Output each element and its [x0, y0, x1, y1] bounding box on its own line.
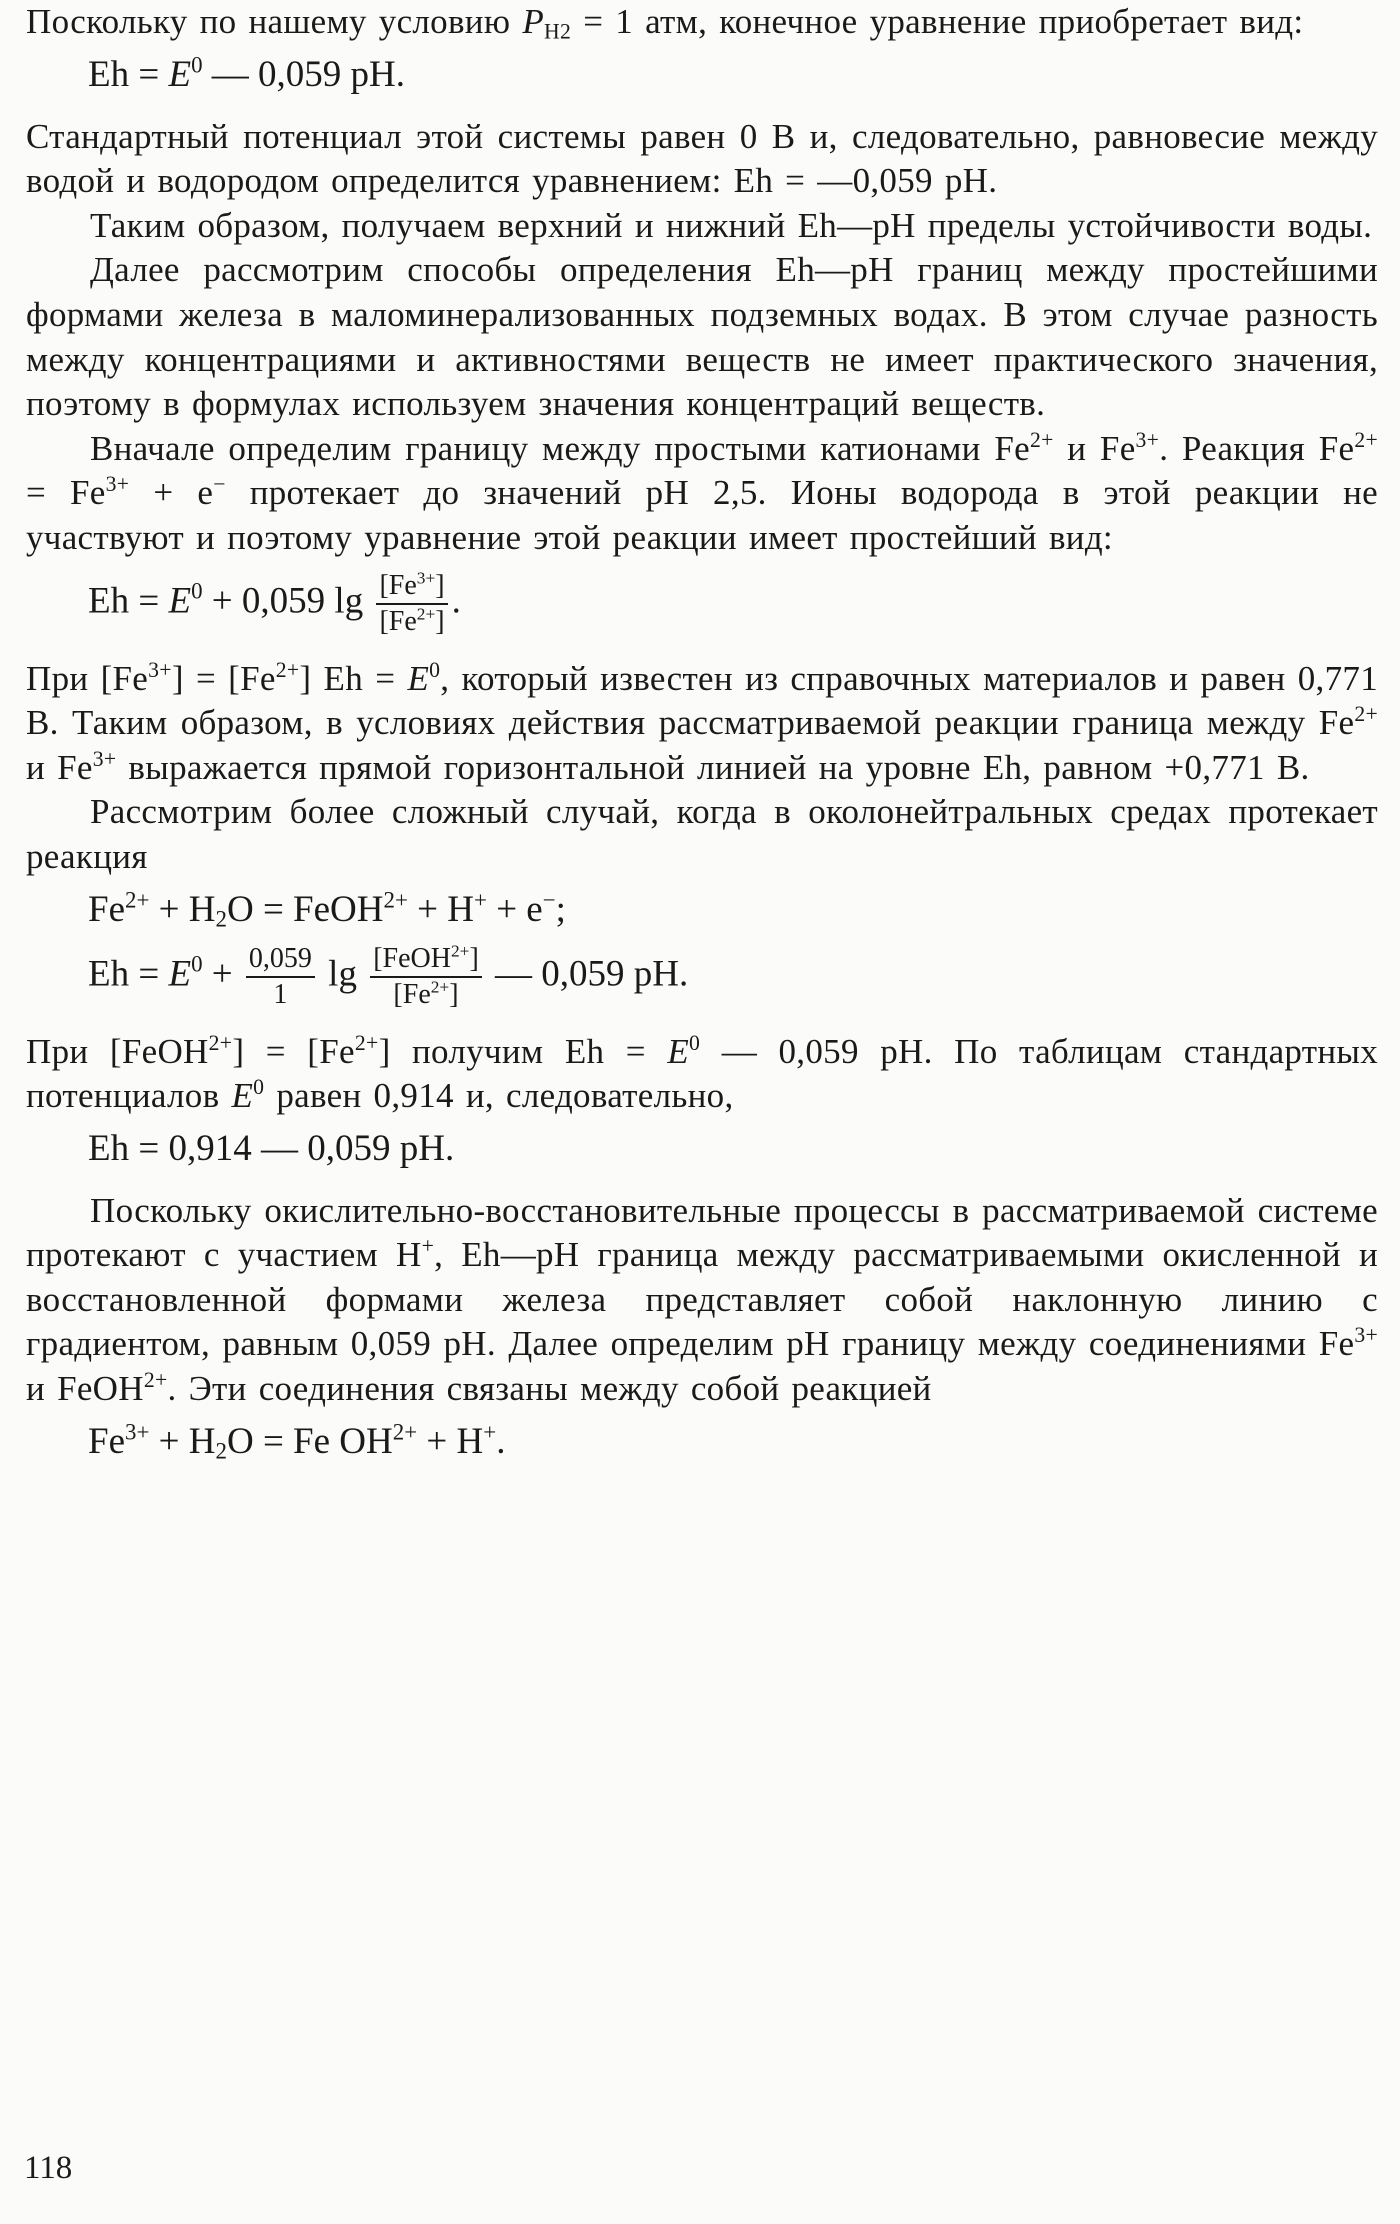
fraction: $\frac{[FeOH^{2+}]}{[Fe^{2+}]}$: [370, 942, 482, 1012]
equation: Eh = 0,914 — 0,059 pH.: [88, 1127, 455, 1169]
fraction: $\frac{[Fe^{3+}]}{[Fe^{2+}]}$: [376, 569, 447, 639]
paragraph: Стандартный потенциал этой системы равен 0 В и, следовательно, равновесие между водой и водородом определится уравнением: Eh = —0,059 pH.: [26, 116, 1378, 201]
paragraph: Таким образом, получаем верхний и нижний Eh—pH пределы устойчивости воды.: [90, 205, 1373, 245]
paragraph: Поскольку по нашему условию $P_{H2} = 1$ атм, конечное уравнение приобретает вид:: [26, 2, 1304, 44]
equation: $Fe^{2+} + H_2O$ = FeOH$^{2+}$ + H+ + e−;: [88, 886, 566, 932]
paragraph: При [FeOH$^{2+}$] = $[Fe^{2+}]$ получим $Eh = E^0$ — 0,059 pH. По таблицам стандартных потенциалов $E^0$ равен 0,914 и, следовательно,: [26, 1030, 1378, 1116]
paragraph: Вначале определим границу между простыми катионами $Fe^{2+}$ и $Fe^{3+}$. Реакция $Fe^{2+} = Fe^{3+} + e^-$ протекает до значений pH 2,5. Ионы водорода в этой реакции не участвуют и поэтому уравнение этой реакции имеет простейший вид:: [26, 427, 1378, 557]
page-number: 118: [24, 2150, 73, 2186]
equation: $Eh = E^0$ + $\frac{0,059}{1}$ lg $\frac{[FeOH^{2+}]}{[Fe^{2+}]}$ — 0,059 pH.: [88, 941, 689, 1010]
paragraph: Поскольку окислительно-восстановительные процессы в рассматриваемой системе протекают с участием H+, Eh—pH граница между рассматриваемыми окисленной и восстановленной формами железа представляет собой наклонную линию с градиентом, равным 0,059 pH. Далее определим pH границу между соединениями $Fe^{3+}$ и FeOH$^{2+}$. Эти соединения связаны между собой реакцией: [26, 1190, 1378, 1409]
equation: $Eh = E^0 + 0,059$ lg $\frac{[Fe^{3+}]}{[Fe^{2+}]}$ .: [88, 568, 461, 637]
paragraph: Рассмотрим более сложный случай, когда в околонейтральных средах протекает реакция: [26, 792, 1378, 876]
fraction: $\frac{0,059}{1}$: [246, 942, 315, 1012]
equation: $Eh = E^0$ — 0,059 pH.: [88, 51, 406, 95]
equation: $Fe^{3+} + H_2O = Fe$ $OH^{2+} + H^+$.: [88, 1418, 506, 1464]
paragraph: При $[Fe^{3+}] = [Fe^{2+}] Eh = E^0$, который известен из справочных материалов и равен 0,771 В. Таким образом, в условиях действия рассматриваемой реакции граница между $Fe^{2+}$ и $Fe^{3+}$ выражается прямой горизонтальной линией на уровне Eh, равном +0,771 В.: [26, 657, 1378, 787]
paragraph: Далее рассмотрим способы определения Eh—pH границ между простейшими формами железа в маломинерализованных подземных водах. В этом случае разность между концентрациями и активностями веществ не имеет практического значения, поэтому в формулах используем значения концентраций веществ.: [26, 250, 1378, 424]
text-body: [26, 0, 1378, 1474]
